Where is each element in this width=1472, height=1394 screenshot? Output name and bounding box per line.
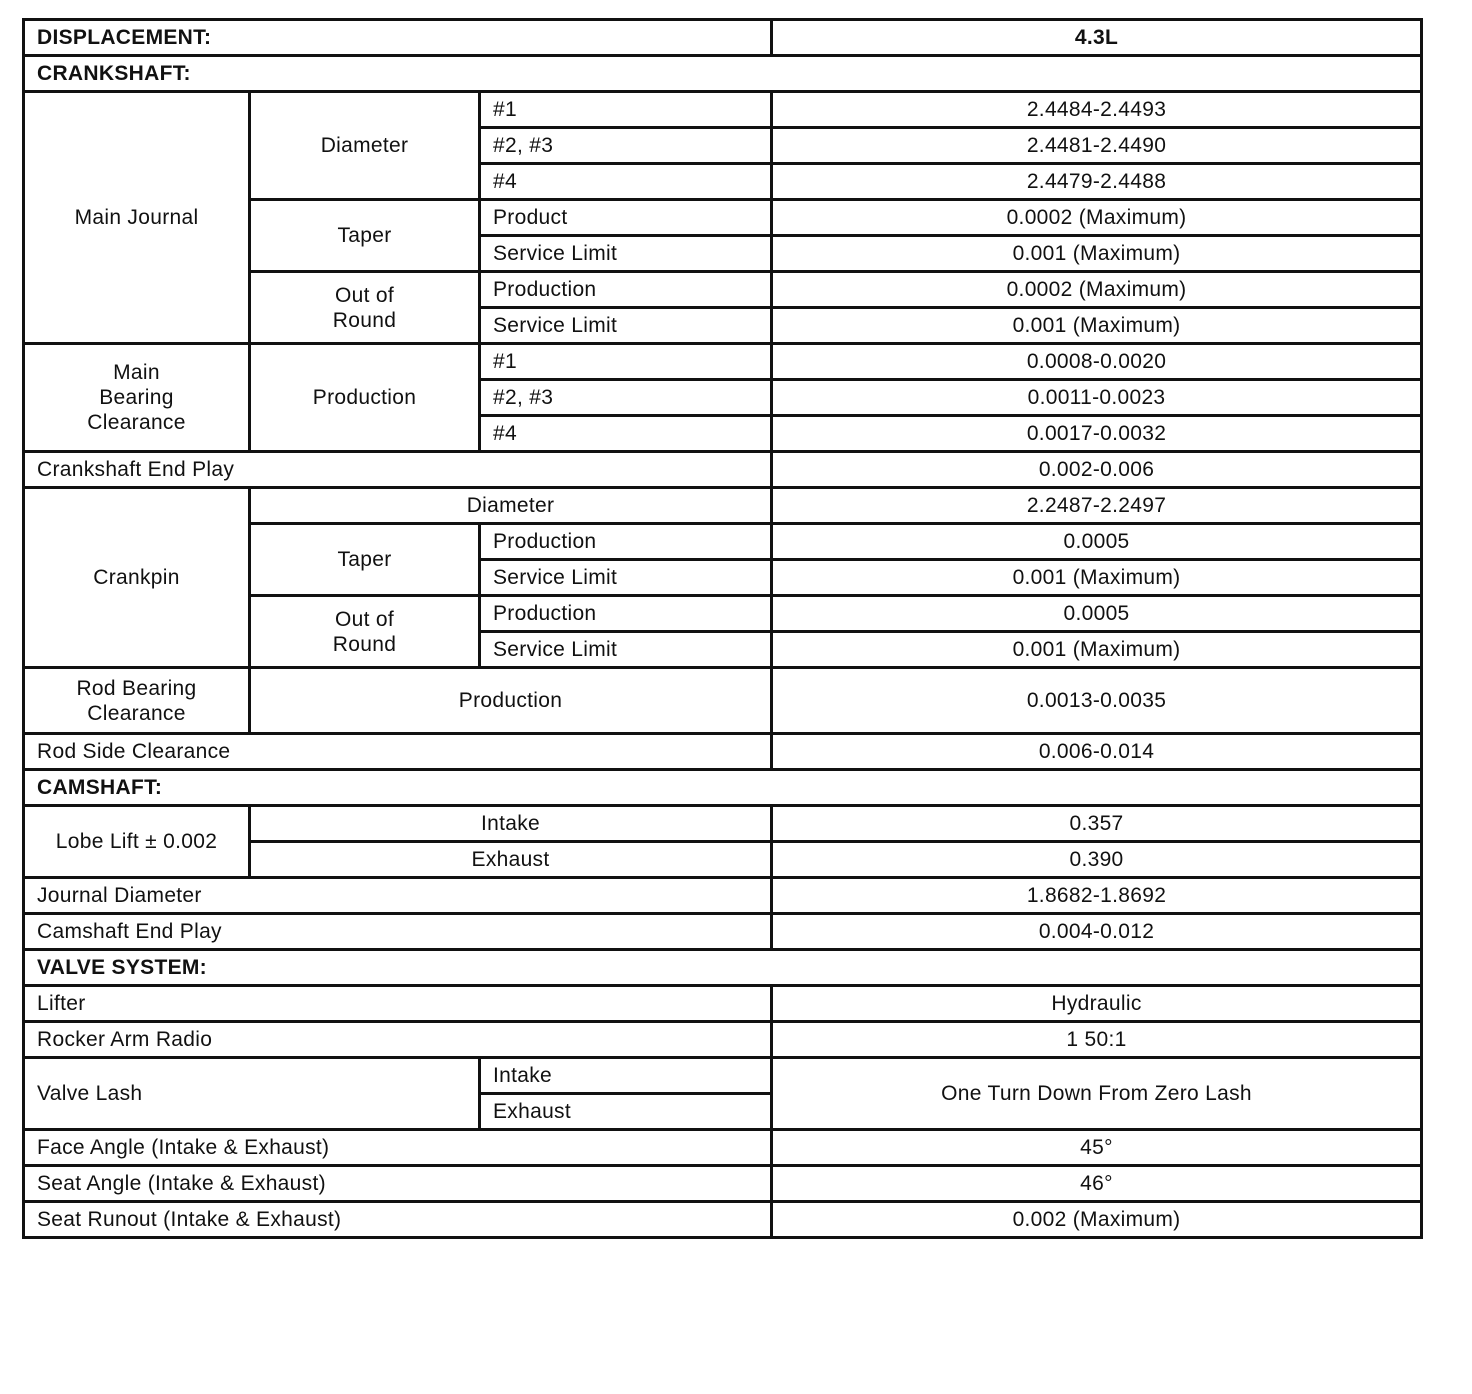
rod-side-value: 0.006-0.014 xyxy=(772,734,1422,770)
seat-runout-row xyxy=(24,1202,1422,1238)
main-journal-label: Main Journal xyxy=(24,92,250,344)
crankpin-diameter-row xyxy=(24,488,1422,524)
journal-diameter-value: 1.8682-1.8692 xyxy=(772,878,1422,914)
crankpin-label: Crankpin xyxy=(24,488,250,668)
main-journal-diameter-label: Diameter xyxy=(250,92,480,200)
camshaft-end-play-row xyxy=(24,914,1422,950)
main-journal-oor-name: Service Limit xyxy=(480,308,772,344)
crankpin-taper-label: Taper xyxy=(250,524,480,596)
main-journal-oor-label: Out of Round xyxy=(250,272,480,344)
valve-lash-label: Valve Lash xyxy=(24,1058,480,1130)
seat-runout-value: 0.002 (Maximum) xyxy=(772,1202,1422,1238)
valve-lash-exhaust: Exhaust xyxy=(480,1094,772,1130)
valve-system-header-row xyxy=(24,950,1422,986)
engine-spec-table xyxy=(22,18,1423,1239)
rod-side-row xyxy=(24,734,1422,770)
main-bearing-sub-label: Production xyxy=(250,344,480,452)
lobe-lift-label: Lobe Lift ± 0.002 xyxy=(24,806,250,878)
lobe-lift-name: Exhaust xyxy=(250,842,772,878)
crankshaft-header: CRANKSHAFT: xyxy=(24,56,1422,92)
valve-lash-value: One Turn Down From Zero Lash xyxy=(772,1058,1422,1130)
displacement-row xyxy=(24,20,1422,56)
crankpin-diameter-label: Diameter xyxy=(250,488,772,524)
camshaft-end-play-value: 0.004-0.012 xyxy=(772,914,1422,950)
crankpin-oor-label: Out of Round xyxy=(250,596,480,668)
journal-diameter-label: Journal Diameter xyxy=(24,878,772,914)
seat-angle-value: 46° xyxy=(772,1166,1422,1202)
face-angle-value: 45° xyxy=(772,1130,1422,1166)
crankpin-oor-value: 0.001 (Maximum) xyxy=(772,632,1422,668)
main-journal-taper-name: Product xyxy=(480,200,772,236)
rocker-arm-label: Rocker Arm Radio xyxy=(24,1022,772,1058)
main-journal-diameter-row-1 xyxy=(24,92,1422,128)
main-journal-oor-value: 0.0002 (Maximum) xyxy=(772,272,1422,308)
main-journal-taper-name: Service Limit xyxy=(480,236,772,272)
valve-lash-row-1 xyxy=(24,1058,1422,1094)
main-bearing-name: #2, #3 xyxy=(480,380,772,416)
main-bearing-value: 0.0011-0.0023 xyxy=(772,380,1422,416)
rocker-arm-row xyxy=(24,1022,1422,1058)
lobe-lift-name: Intake xyxy=(250,806,772,842)
crankshaft-end-play-row xyxy=(24,452,1422,488)
main-journal-diameter-value: 2.4481-2.4490 xyxy=(772,128,1422,164)
main-journal-taper-label: Taper xyxy=(250,200,480,272)
main-bearing-value: 0.0008-0.0020 xyxy=(772,344,1422,380)
journal-diameter-row xyxy=(24,878,1422,914)
rocker-arm-value: 1 50:1 xyxy=(772,1022,1422,1058)
face-angle-label: Face Angle (Intake & Exhaust) xyxy=(24,1130,772,1166)
lobe-lift-row-1 xyxy=(24,806,1422,842)
camshaft-header: CAMSHAFT: xyxy=(24,770,1422,806)
main-journal-taper-value: 0.001 (Maximum) xyxy=(772,236,1422,272)
main-bearing-label: Main Bearing Clearance xyxy=(24,344,250,452)
seat-angle-label: Seat Angle (Intake & Exhaust) xyxy=(24,1166,772,1202)
crankpin-taper-value: 0.0005 xyxy=(772,524,1422,560)
seat-runout-label: Seat Runout (Intake & Exhaust) xyxy=(24,1202,772,1238)
camshaft-header-row xyxy=(24,770,1422,806)
lifter-label: Lifter xyxy=(24,986,772,1022)
crankpin-oor-name: Service Limit xyxy=(480,632,772,668)
main-journal-oor-value: 0.001 (Maximum) xyxy=(772,308,1422,344)
rod-bearing-label: Rod Bearing Clearance xyxy=(24,668,250,734)
camshaft-end-play-label: Camshaft End Play xyxy=(24,914,772,950)
main-bearing-name: #4 xyxy=(480,416,772,452)
valve-lash-intake: Intake xyxy=(480,1058,772,1094)
main-journal-oor-name: Production xyxy=(480,272,772,308)
crankpin-oor-value: 0.0005 xyxy=(772,596,1422,632)
main-journal-taper-value: 0.0002 (Maximum) xyxy=(772,200,1422,236)
lobe-lift-value: 0.390 xyxy=(772,842,1422,878)
crankshaft-header-row xyxy=(24,56,1422,92)
main-journal-diameter-name: #4 xyxy=(480,164,772,200)
crankshaft-end-play-label: Crankshaft End Play xyxy=(24,452,772,488)
face-angle-row xyxy=(24,1130,1422,1166)
seat-angle-row xyxy=(24,1166,1422,1202)
crankpin-taper-name: Production xyxy=(480,524,772,560)
crankpin-taper-value: 0.001 (Maximum) xyxy=(772,560,1422,596)
lifter-value: Hydraulic xyxy=(772,986,1422,1022)
main-journal-diameter-value: 2.4479-2.4488 xyxy=(772,164,1422,200)
crankpin-taper-name: Service Limit xyxy=(480,560,772,596)
lobe-lift-value: 0.357 xyxy=(772,806,1422,842)
crankpin-diameter-value: 2.2487-2.2497 xyxy=(772,488,1422,524)
displacement-value: 4.3L xyxy=(772,20,1422,56)
main-bearing-name: #1 xyxy=(480,344,772,380)
main-bearing-row-1 xyxy=(24,344,1422,380)
lifter-row xyxy=(24,986,1422,1022)
displacement-label: DISPLACEMENT: xyxy=(24,20,772,56)
main-journal-diameter-name: #1 xyxy=(480,92,772,128)
crankshaft-end-play-value: 0.002-0.006 xyxy=(772,452,1422,488)
rod-side-label: Rod Side Clearance xyxy=(24,734,772,770)
rod-bearing-sub-label: Production xyxy=(250,668,772,734)
main-bearing-value: 0.0017-0.0032 xyxy=(772,416,1422,452)
main-journal-diameter-name: #2, #3 xyxy=(480,128,772,164)
rod-bearing-value: 0.0013-0.0035 xyxy=(772,668,1422,734)
crankpin-oor-name: Production xyxy=(480,596,772,632)
valve-system-header: VALVE SYSTEM: xyxy=(24,950,1422,986)
main-journal-diameter-value: 2.4484-2.4493 xyxy=(772,92,1422,128)
rod-bearing-row xyxy=(24,668,1422,734)
